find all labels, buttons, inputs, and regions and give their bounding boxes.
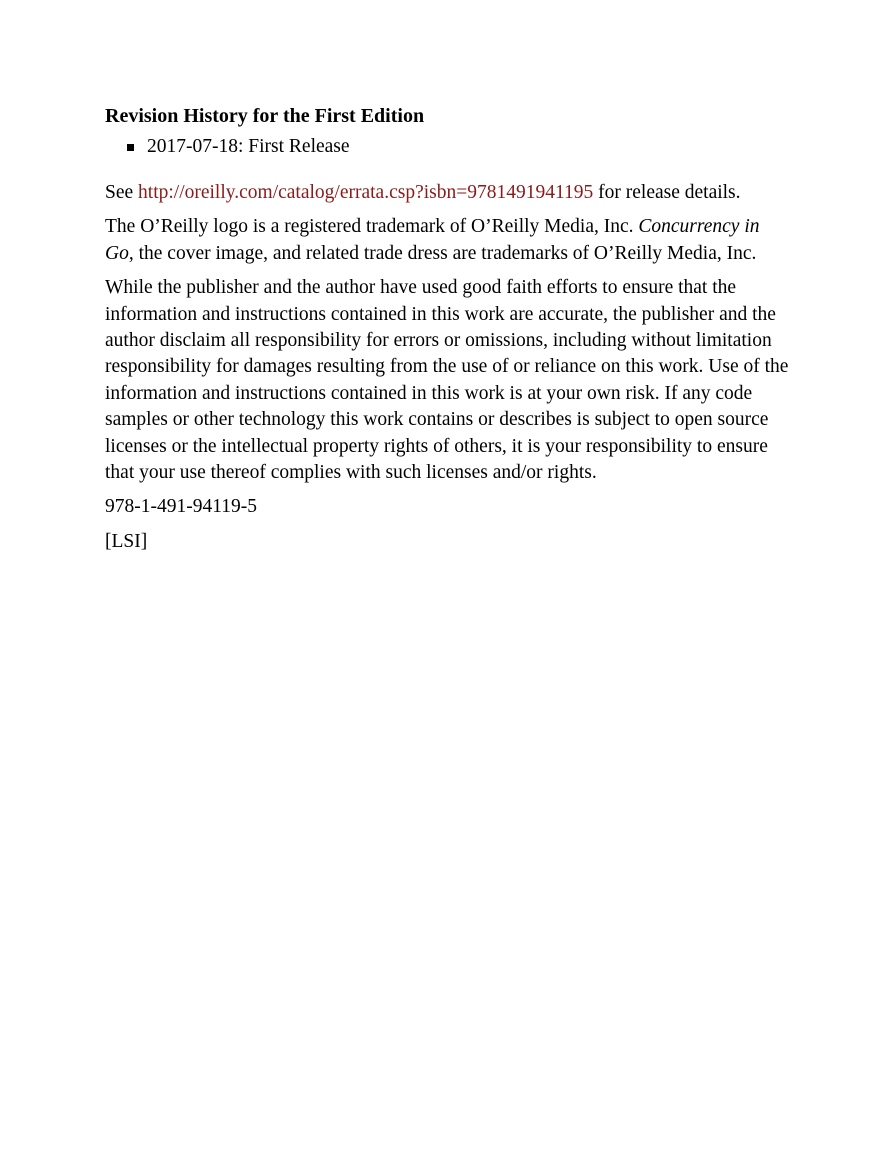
revision-history-heading: Revision History for the First Edition [105, 105, 425, 127]
errata-paragraph [105, 180, 790, 206]
errata-prefix: See [105, 182, 139, 203]
revision-item [105, 134, 790, 160]
trademark-line2: , the cover image, and related trade dress are trademarks of O’Reilly Media, Inc. [128, 242, 757, 264]
book-title: Concurrency in Go [105, 216, 760, 264]
printer-code: [LSI] [105, 530, 148, 552]
errata-suffix: for release details. [593, 182, 741, 203]
trademark-paragraph [105, 214, 790, 267]
trademark-line1: The O’Reilly logo is a registered trademark of O’Reilly Media, Inc. [105, 216, 639, 238]
isbn: 978-1-491-94119-5 [105, 496, 258, 518]
revision-list [105, 134, 790, 160]
disclaimer-paragraph: While the publisher and the author have used good faith efforts to ensure that the information and instructions contained in this work are accurate, the publisher and the author disclaim all responsibility for errors or omissions, including without limitation responsibility for damages resulting from the use of or reliance on this work. Use of the information and instructions contained in this work is at your own risk. If any code samples or other technology this work contains or describes is subject to open source licenses or the intellectual property rights of others, it is your responsibility to ensure that your use thereof complies with such licenses and/or rights. [105, 277, 789, 484]
copyright-page [105, 102, 790, 555]
square-bullet-icon [127, 144, 134, 151]
revision-item-text: 2017-07-18: First Release [147, 136, 350, 157]
errata-link[interactable]: http://oreilly.com/catalog/errata.csp?isbn=9781491941195 [138, 182, 594, 203]
